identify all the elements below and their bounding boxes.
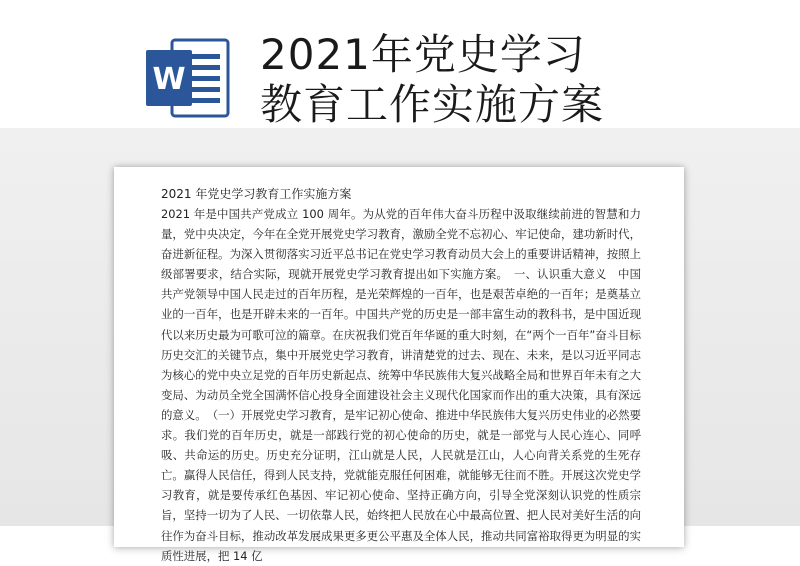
document-heading: 2021 年党史学习教育工作实施方案 — [161, 187, 352, 201]
word-document-icon — [142, 34, 234, 122]
word-icon-letter: W — [152, 62, 186, 97]
document-preview — [114, 167, 684, 563]
page-title-line-1: 2021年党史学习 — [260, 30, 586, 79]
document-body-text: 2021 年是中国共产党成立 100 周年。为从党的百年伟大奋斗历程中汲取继续前进的智慧和力量，党中央决定，今年在全党开展党史学习教育，激励全党不忘初心、牢记使命，建功新时代，奋进新征程。为深入贯彻落实习近平总书记在党史学习教育动员大会上的重要讲话精神，按照上级部署要求，结合实际，现就开展党史学习教育提出如下实施方案。 一、认识重大意义 中国共产党领导中国人民走过的百年历程，是光荣辉煌的一百年，也是艰苦卓绝的一百年；是奠基立业的一百年，也是开辟未来的一百年。中国共产党的历史是一部丰富生动的教科书，是中国近现代以来历史最为可歌可泣的篇章。在庆祝我们党百年华诞的重大时刻，在“两个一百年”奋斗目标历史交汇的关键节点，集中开展党史学习教育，讲清楚党的过去、现在、未来，是以习近平同志为核心的党中央立足党的百年历史新起点、统筹中华民族伟大复兴战略全局和世界百年未有之大变局、为动员全党全国满怀信心投身全面建设社会主义现代化国家而作出的重大决策，具有深远的意义。 （一）开展党史学习教育，是牢记初心使命、推进中华民族伟大复兴历史伟业的必然要求。我们党的百年历史，就是一部践行党的初心使命的历史，就是一部党与人民心连心、同呼吸、共命运的历史。历史充分证明，江山就是人民，人民就是江山，人心向背关系党的生死存亡。赢得人民信任，得到人民支持，党就能克服任何困难，就能够无往而不胜。开展这次党史学习教育，就是要传承红色基因、牢记初心使命、坚持正确方向，引导全党深刻认识党的性质宗旨，坚持一切为了人民、一切依靠人民，始终把人民放在心中最高位置、把人民对美好生活的向往作为奋斗目标，推动改革发展成果更多更公平惠及全体人民，推动共同富裕取得更为明显的实质性进展，把 14 亿 — [161, 207, 641, 563]
page-title-line-2: 教育工作实施方案 — [260, 80, 605, 129]
page-title — [260, 30, 780, 130]
